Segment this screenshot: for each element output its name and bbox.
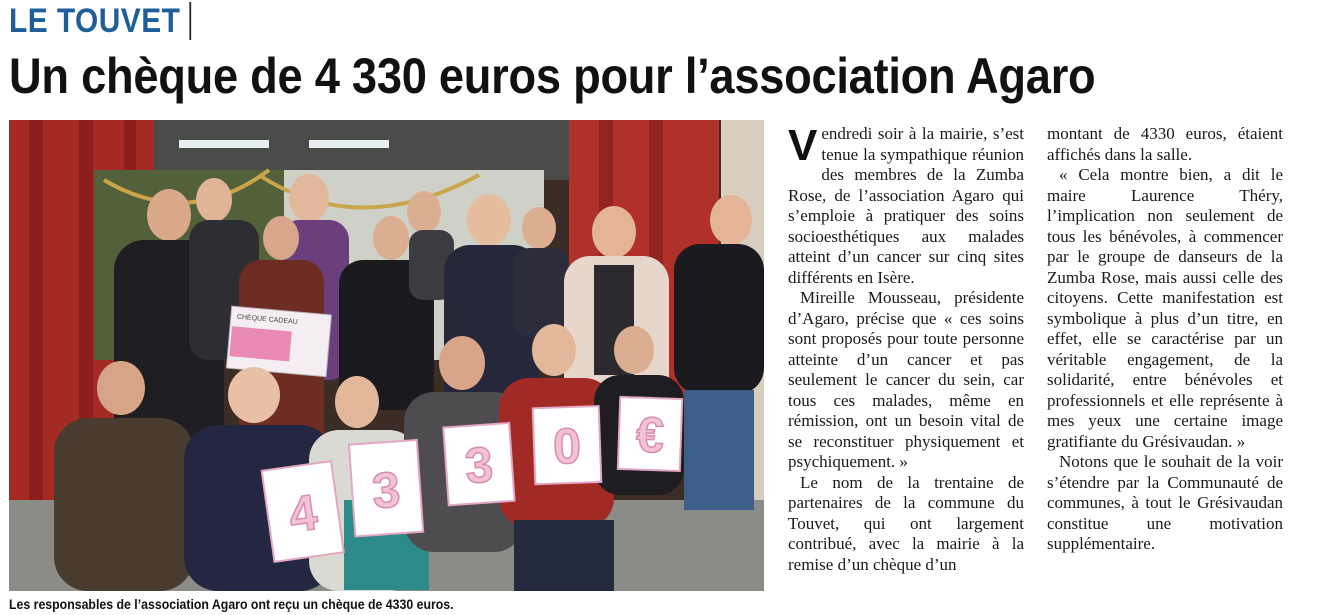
- drop-cap: V: [788, 121, 818, 170]
- article-headline: Un chèque de 4 330 euros pour l’association Agaro: [9, 48, 1096, 104]
- sign-digit-1: 4: [285, 483, 321, 544]
- paragraph-1: [788, 121, 1024, 288]
- article-column-2: [1047, 124, 1283, 555]
- sign-digit-4: 0: [552, 417, 582, 475]
- paragraph-4: montant de 4330 euros, étaient affichés dans la salle.: [1047, 124, 1283, 164]
- sign-euro: €: [635, 406, 665, 464]
- paragraph-5: « Cela montre bien, a dit le maire Laurence Théry, l’implication non seulement de tous les bénévoles, à commencer par le groupe de danseurs de la Zumba Rose, mais aussi celle des citoyens. Cette manifestation est symbolique à plus d’un titre, en effet, elle se caractérise par un véritable engagement, de la solidarité, entre bénévoles et professionnels et elle représente à mes yeux une certaine image gratifiante du Grésivaudan. »: [1047, 165, 1283, 451]
- group-photo-illustration: [9, 120, 764, 591]
- sign-digit-2: 3: [370, 461, 403, 520]
- paragraph-1-text: endredi soir à la mairie, s’est tenue la sympathique réunion des membres de la Zumba Rose, de l’association Agaro qui s’emploie à pratiquer des soins socioesthétiques aux malades atteint d’un cancer sur cinq sites différents en Isère.: [788, 124, 1024, 287]
- paragraph-6: Notons que le souhait de la voir s’étendre par la Communauté de communes, à tout le Grésivaudan constitue une motivation supplémentaire.: [1047, 452, 1283, 553]
- section-kicker: LE TOUVET: [9, 2, 191, 40]
- article-column-1: [788, 121, 1024, 575]
- paragraph-3: Le nom de la trentaine de partenaires de la commune du Touvet, qui ont largement contribué, avec la mairie à la remise d’un chèque d’un: [788, 472, 1024, 574]
- sign-digit-3: 3: [463, 436, 495, 495]
- paragraph-2: Mireille Mousseau, présidente d’Agaro, précise que « ces soins sont proposés pour toute personne atteinte d’un cancer et pas seulement le cancer du sein, car tous ces malades, même en rémission, ont un besoin vital de se reconstituer physiquement et psychiquement. »: [788, 288, 1024, 471]
- photo-caption: Les responsables de l’association Agaro ont reçu un chèque de 4330 euros.: [9, 596, 454, 612]
- article-photo: [9, 120, 764, 591]
- cheque-label: CHÈQUE CADEAU: [236, 313, 298, 326]
